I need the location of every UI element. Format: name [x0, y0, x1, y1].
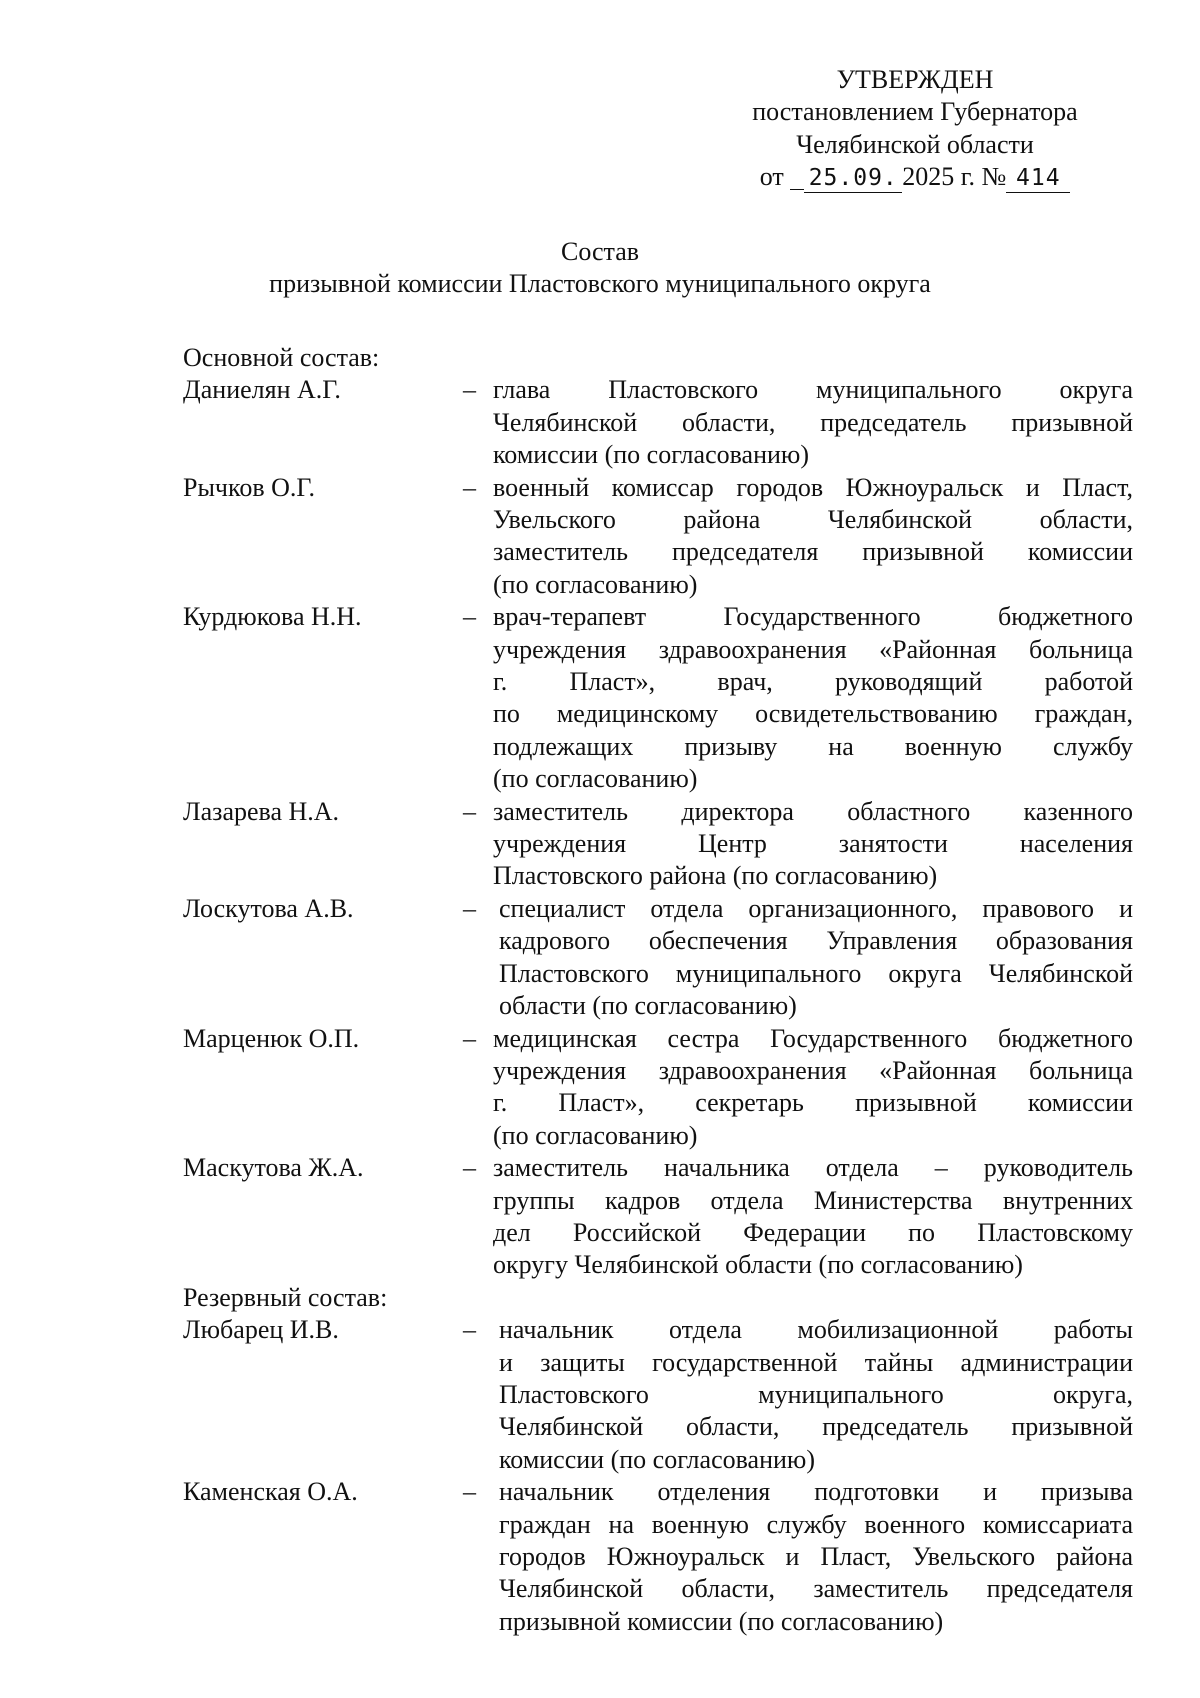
main-members-list [183, 374, 1133, 1281]
position-line: Пластовского муниципального округа Челябинской [499, 958, 1133, 988]
approval-year: 2025 г. № [902, 162, 1007, 192]
member-dash: – [463, 893, 476, 923]
position-line: (по согласованию) [493, 1120, 698, 1150]
position-line: учреждения Центр занятости населения [493, 829, 1133, 859]
position-line: специалист отдела организационного, правового и [499, 893, 1133, 923]
position-line: военный комиссар городов Южноуральск и Пласт, [493, 472, 1133, 502]
position-line: заместитель директора областного казенного [493, 796, 1133, 826]
approval-number: 414 [1006, 164, 1070, 193]
member-row [183, 1152, 1133, 1282]
position-line: Челябинской области, заместитель председателя [499, 1574, 1133, 1604]
position-line: заместитель начальника отдела – руководитель [493, 1153, 1133, 1183]
member-row [183, 374, 1133, 471]
member-dash: – [463, 1023, 476, 1053]
member-position [493, 1152, 1133, 1282]
position-line: заместитель председателя призывной комиссии [493, 537, 1133, 567]
main-composition-label: Основной состав: [183, 343, 380, 372]
position-line: глава Пластовского муниципального округа [493, 375, 1133, 405]
member-row [183, 1314, 1133, 1476]
position-line: кадрового обеспечения Управления образования [499, 926, 1133, 956]
position-line: Пластовского муниципального округа, [499, 1379, 1133, 1409]
commission-roster [183, 342, 1133, 1638]
member-position [493, 472, 1133, 602]
member-dash: – [463, 1315, 476, 1345]
position-line: области (по согласованию) [499, 991, 797, 1021]
approval-heading: УТВЕРЖДЕН [836, 65, 994, 94]
position-line: начальник отдела мобилизационной работы [499, 1315, 1133, 1345]
position-line: начальник отделения подготовки и призыва [499, 1477, 1133, 1507]
member-name: Лоскутова А.В. [183, 893, 354, 923]
member-row [183, 472, 1133, 602]
member-row [183, 601, 1133, 795]
member-name: Любарец И.В. [183, 1315, 339, 1345]
member-row [183, 796, 1133, 893]
position-line: группы кадров отдела Министерства внутренних [493, 1185, 1133, 1215]
member-row [183, 893, 1133, 1023]
member-position [493, 893, 1133, 1023]
reserve-members-list [183, 1314, 1133, 1638]
member-name: Лазарева Н.А. [183, 796, 340, 826]
approval-date-line [700, 161, 1130, 193]
position-line: (по согласованию) [493, 569, 698, 599]
position-line: призывной комиссии (по согласованию) [499, 1606, 944, 1636]
position-line: учреждения здравоохранения «Районная больница [493, 1055, 1133, 1085]
reserve-composition-label: Резервный состав: [183, 1282, 388, 1312]
member-name: Даниелян А.Г. [183, 375, 341, 405]
position-line: г. Пласт», секретарь призывной комиссии [493, 1088, 1133, 1118]
position-line: по медицинскому освидетельствованию граждан, [493, 699, 1133, 729]
member-position [493, 796, 1133, 893]
member-position [493, 1476, 1133, 1638]
position-line: и защиты государственной тайны администрации [499, 1347, 1133, 1377]
title-line-1: Состав [560, 237, 640, 266]
member-name: Рычков О.Г. [183, 472, 315, 502]
member-dash: – [463, 602, 476, 632]
member-dash: – [463, 796, 476, 826]
title-line-2: призывной комиссии Пластовского муниципального округа [269, 269, 931, 299]
position-line: медицинская сестра Государственного бюджетного [493, 1023, 1133, 1053]
member-dash: – [463, 1153, 476, 1183]
member-name: Маскутова Ж.А. [183, 1153, 364, 1183]
position-line: округу Челябинской области (по согласованию) [493, 1250, 1023, 1280]
position-line: Увельского района Челябинской области, [493, 505, 1133, 535]
position-line: дел Российской Федерации по Пластовскому [493, 1217, 1133, 1247]
member-name: Курдюкова Н.Н. [183, 602, 362, 632]
approval-prefix: от [759, 162, 784, 192]
member-row [183, 1476, 1133, 1638]
position-line: городов Южноуральск и Пласт, Увельского района [499, 1542, 1133, 1571]
position-line: подлежащих призыву на военную службу [493, 731, 1133, 761]
member-dash: – [463, 1477, 476, 1507]
member-dash: – [463, 472, 476, 502]
position-line: Челябинской области, председатель призывной [499, 1412, 1133, 1442]
member-position [493, 601, 1133, 795]
position-line: врач-терапевт Государственного бюджетного [493, 602, 1133, 632]
member-name: Марценюк О.П. [183, 1023, 360, 1053]
member-row [183, 1023, 1133, 1153]
position-line: г. Пласт», врач, руководящий работой [493, 667, 1133, 697]
position-line: Пластовского района (по согласованию) [493, 861, 938, 891]
approval-stamp [700, 64, 1130, 194]
member-position [493, 1023, 1133, 1153]
position-line: учреждения здравоохранения «Районная больница [493, 634, 1133, 664]
position-line: (по согласованию) [493, 764, 698, 794]
member-name: Каменская О.А. [183, 1477, 358, 1507]
position-line: Челябинской области, председатель призывной [493, 407, 1133, 437]
position-line: комиссии (по согласованию) [499, 1444, 815, 1474]
document-title [0, 236, 1200, 301]
member-position [493, 374, 1133, 471]
approval-date: 25.09. [804, 164, 902, 193]
member-dash: – [463, 375, 476, 405]
position-line: граждан на военную службу военного комиссариата [499, 1509, 1133, 1539]
member-position [493, 1314, 1133, 1476]
approval-line-3: Челябинской области [796, 129, 1034, 159]
position-line: комиссии (по согласованию) [493, 440, 809, 470]
date-underline-start [790, 161, 804, 190]
approval-line-2: постановлением Губернатора [752, 97, 1078, 127]
